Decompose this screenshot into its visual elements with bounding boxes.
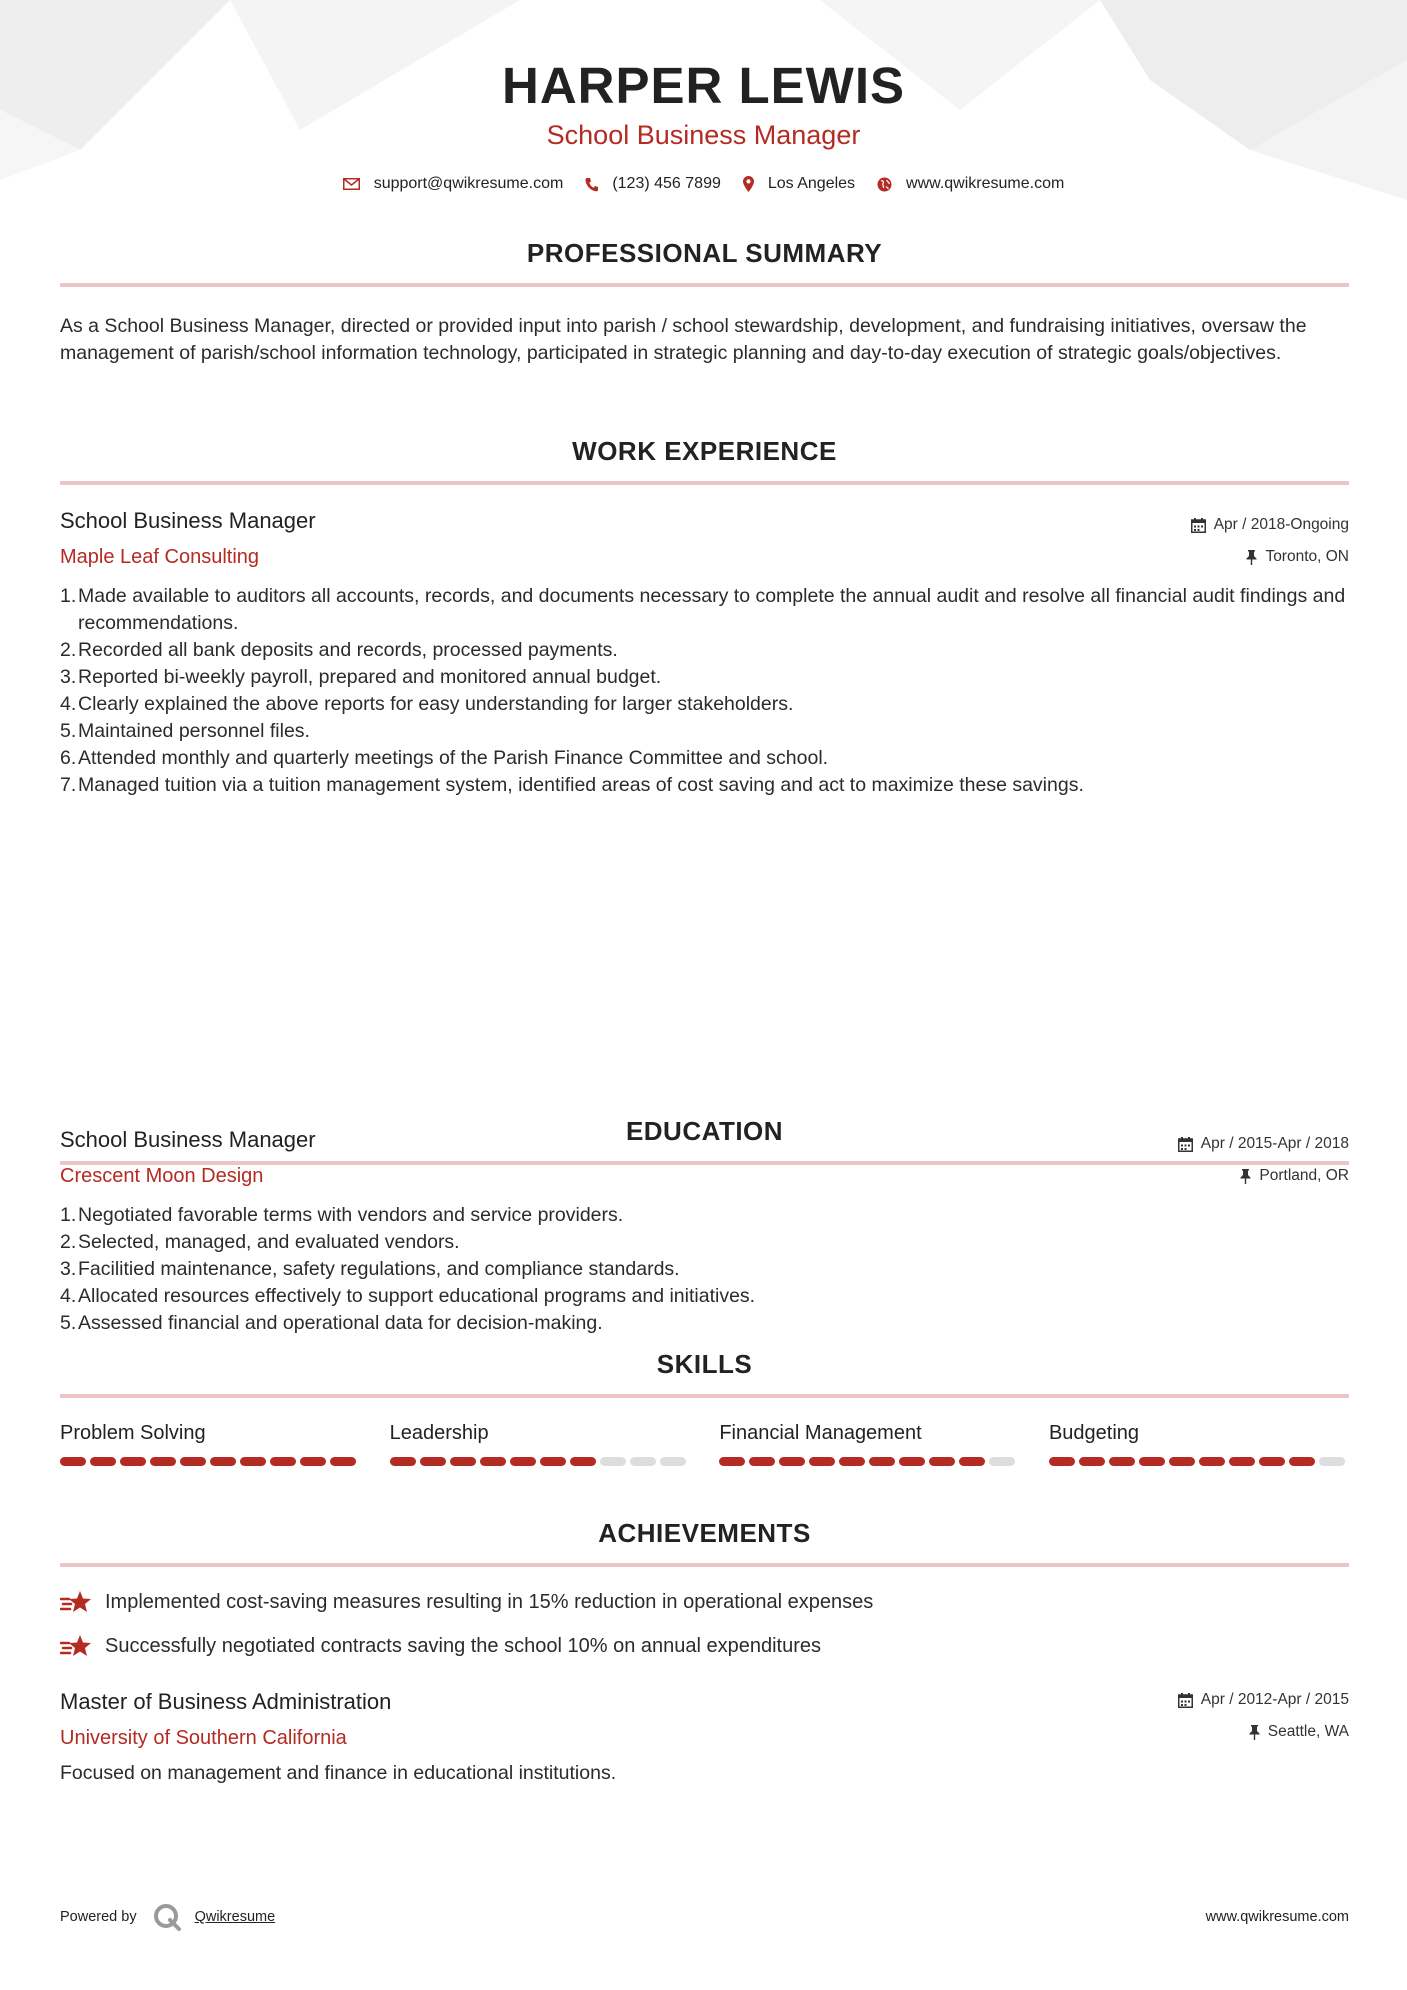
skill-item: [719, 1422, 1019, 1466]
summary-section: [60, 238, 1349, 367]
skill-level-bar: [719, 1457, 1019, 1466]
achievements-list: [60, 1589, 1349, 1659]
skill-segment-filled: [929, 1457, 955, 1466]
list-item: [60, 745, 1349, 772]
list-item: [60, 772, 1349, 799]
bullet-text: Allocated resources effectively to support educational programs and initiatives.: [78, 1285, 756, 1307]
location-text: Los Angeles: [767, 175, 856, 193]
bullet-number: 6.: [60, 747, 77, 769]
bullet-number: 3.: [60, 1258, 77, 1280]
skill-segment-empty: [630, 1457, 656, 1466]
skill-segment-empty: [660, 1457, 686, 1466]
shooting-star-icon: [60, 1589, 93, 1615]
job-role: School Business Manager: [60, 1127, 316, 1152]
skill-segment-filled: [180, 1457, 206, 1466]
skill-segment-filled: [570, 1457, 596, 1466]
bullet-text: Attended monthly and quarterly meetings of the Parish Finance Committee and school.: [78, 747, 829, 769]
education-location-text: Seattle, WA: [1267, 1723, 1349, 1740]
footer-website[interactable]: www.qwikresume.com: [1205, 1909, 1349, 1925]
bullet-number: 7.: [60, 774, 77, 796]
education-school: University of Southern California: [60, 1727, 347, 1749]
job-location-text: Portland, OR: [1259, 1167, 1349, 1184]
job-company: Crescent Moon Design: [60, 1165, 264, 1187]
education-section: [60, 1116, 1349, 1165]
contact-bar: [0, 175, 1407, 193]
brand-link[interactable]: Qwikresume: [194, 1909, 276, 1925]
list-item: [60, 1589, 1349, 1615]
skill-segment-filled: [899, 1457, 925, 1466]
phone-icon: [585, 177, 598, 192]
skill-segment-filled: [270, 1457, 296, 1466]
bullet-text: Reported bi-weekly payroll, prepared and monitored annual budget.: [78, 666, 662, 688]
phone-text: (123) 456 7899: [612, 175, 721, 193]
skill-item: [1049, 1422, 1349, 1466]
job-location-text: Toronto, ON: [1265, 548, 1349, 565]
bullet-number: 4.: [60, 693, 77, 715]
list-item: [60, 1310, 1349, 1337]
section-divider: [60, 1563, 1349, 1567]
bullet-number: 2.: [60, 639, 77, 661]
education-description: Focused on management and finance in educational institutions.: [60, 1762, 617, 1784]
achievement-text: Successfully negotiated contracts saving the school 10% on annual expenditures: [105, 1634, 822, 1657]
email-text: support@qwikresume.com: [373, 175, 564, 193]
bullet-text: Negotiated favorable terms with vendors and service providers.: [78, 1204, 624, 1226]
list-item: [60, 664, 1349, 691]
skill-segment-filled: [240, 1457, 266, 1466]
bullet-text: Assessed financial and operational data for decision-making.: [78, 1312, 603, 1334]
bullet-number: 2.: [60, 1231, 77, 1253]
job-company: Maple Leaf Consulting: [60, 546, 260, 568]
bullet-number: 5.: [60, 1312, 77, 1334]
calendar-icon: [1191, 518, 1206, 533]
skill-level-bar: [390, 1457, 690, 1466]
skill-segment-filled: [480, 1457, 506, 1466]
list-item: [60, 691, 1349, 718]
skill-name: Problem Solving: [60, 1422, 206, 1444]
skill-segment-filled: [420, 1457, 446, 1466]
bullet-number: 1.: [60, 1204, 77, 1226]
bullet-number: 4.: [60, 1285, 77, 1307]
skill-segment-filled: [779, 1457, 805, 1466]
job-bullet-list: [60, 583, 1349, 799]
resume-header: [0, 58, 1407, 193]
skill-segment-filled: [450, 1457, 476, 1466]
skills-row: [60, 1422, 1349, 1466]
achievement-text: Implemented cost-saving measures resulting in 15% reduction in operational expenses: [105, 1590, 874, 1613]
job-location: [1178, 1167, 1349, 1185]
bullet-text: Clearly explained the above reports for easy understanding for larger stakeholders.: [78, 693, 794, 715]
bullet-text: Recorded all bank deposits and records, processed payments.: [78, 639, 618, 661]
skills-section: [60, 1349, 1349, 1466]
skill-segment-filled: [959, 1457, 985, 1466]
bullet-text: Maintained personnel files.: [78, 720, 310, 742]
bullet-number: 1.: [60, 585, 77, 607]
bullet-text: Facilitied maintenance, safety regulations, and compliance standards.: [78, 1258, 680, 1280]
skill-segment-empty: [600, 1457, 626, 1466]
section-divider: [60, 481, 1349, 485]
bullet-number: 3.: [60, 666, 77, 688]
job-role: School Business Manager: [60, 508, 316, 533]
skill-segment-filled: [510, 1457, 536, 1466]
skill-segment-filled: [1139, 1457, 1165, 1466]
skill-name: Leadership: [389, 1422, 489, 1444]
skill-segment-filled: [749, 1457, 775, 1466]
experience-heading: WORK EXPERIENCE: [572, 436, 837, 466]
education-entry: [60, 1689, 1349, 1785]
section-divider: [60, 1161, 1349, 1165]
achievements-heading: ACHIEVEMENTS: [598, 1518, 811, 1548]
skill-segment-empty: [1319, 1457, 1345, 1466]
bullet-text: Managed tuition via a tuition management system, identified areas of cost saving and act to maximize these savings.: [78, 774, 1084, 796]
skills-heading: SKILLS: [656, 1349, 753, 1379]
bullet-text: Selected, managed, and evaluated vendors.: [78, 1231, 460, 1253]
skill-segment-filled: [1049, 1457, 1075, 1466]
skill-segment-filled: [390, 1457, 416, 1466]
website-text: www.qwikresume.com: [906, 175, 1065, 193]
education-dates-text: Apr / 2012-Apr / 2015: [1200, 1691, 1349, 1708]
section-divider: [60, 283, 1349, 287]
skill-segment-filled: [60, 1457, 86, 1466]
list-item: [60, 583, 1349, 637]
map-marker-icon: [743, 176, 754, 192]
job-location: [1191, 548, 1349, 566]
skill-segment-filled: [719, 1457, 745, 1466]
qwikresume-logo-icon: [153, 1903, 183, 1931]
section-divider: [60, 1394, 1349, 1398]
skill-item: [60, 1422, 360, 1466]
contact-website[interactable]: [877, 175, 1064, 193]
job-dates: [1191, 516, 1349, 534]
contact-location: [743, 175, 855, 193]
skill-segment-filled: [839, 1457, 865, 1466]
skill-segment-filled: [120, 1457, 146, 1466]
job-entry: [60, 508, 1349, 799]
skill-segment-filled: [1229, 1457, 1255, 1466]
skill-segment-filled: [869, 1457, 895, 1466]
skill-segment-filled: [1289, 1457, 1315, 1466]
education-degree: Master of Business Administration: [60, 1689, 392, 1714]
candidate-name: HARPER LEWIS: [501, 57, 906, 114]
powered-by-label: Powered by: [60, 1909, 137, 1925]
summary-text: As a School Business Manager, directed or provided input into parish / school stewardship, development, and fundraising initiatives, oversaw the management of parish/school information technology, participated in strategic planning and day-to-day execution of strategic goals/objectives.: [60, 315, 1307, 364]
shooting-star-icon: [60, 1633, 93, 1659]
skill-segment-filled: [300, 1457, 326, 1466]
calendar-icon: [1178, 1693, 1193, 1708]
contact-phone[interactable]: [585, 175, 721, 193]
page-footer: [60, 1903, 1349, 1931]
skill-segment-filled: [1079, 1457, 1105, 1466]
list-item: [60, 1256, 1349, 1283]
education-dates: [1178, 1691, 1349, 1709]
bullet-text: Made available to auditors all accounts, records, and documents necessary to complete the annual audit and resolve all financial audit findings and recommendations.: [78, 585, 1346, 634]
achievements-section: [60, 1518, 1349, 1659]
skill-level-bar: [60, 1457, 360, 1466]
envelope-icon: [343, 178, 360, 190]
skill-level-bar: [1049, 1457, 1349, 1466]
experience-section: [60, 436, 1349, 485]
list-item: [60, 637, 1349, 664]
education-location: [1178, 1723, 1349, 1741]
skill-item: [390, 1422, 690, 1466]
education-heading: EDUCATION: [625, 1116, 784, 1146]
list-item: [60, 1229, 1349, 1256]
skill-segment-filled: [1169, 1457, 1195, 1466]
job-dates-text: Apr / 2018-Ongoing: [1213, 516, 1349, 533]
skill-name: Financial Management: [719, 1422, 922, 1444]
pushpin-icon: [1249, 1725, 1260, 1740]
skill-segment-filled: [90, 1457, 116, 1466]
job-bullet-list: [60, 1202, 1349, 1337]
skill-segment-filled: [1199, 1457, 1225, 1466]
skill-segment-filled: [540, 1457, 566, 1466]
bullet-number: 5.: [60, 720, 77, 742]
skill-segment-filled: [210, 1457, 236, 1466]
pushpin-icon: [1246, 550, 1257, 565]
globe-icon: [877, 177, 892, 192]
job-dates-text: Apr / 2015-Apr / 2018: [1200, 1135, 1349, 1152]
list-item: [60, 1283, 1349, 1310]
candidate-title: School Business Manager: [546, 120, 861, 151]
skill-segment-filled: [809, 1457, 835, 1466]
list-item: [60, 718, 1349, 745]
powered-by: [60, 1903, 275, 1931]
summary-heading: PROFESSIONAL SUMMARY: [526, 238, 883, 268]
skill-segment-filled: [150, 1457, 176, 1466]
list-item: [60, 1202, 1349, 1229]
skill-segment-filled: [1259, 1457, 1285, 1466]
list-item: [60, 1633, 1349, 1659]
skill-name: Budgeting: [1048, 1422, 1140, 1444]
skill-segment-filled: [330, 1457, 356, 1466]
pushpin-icon: [1240, 1169, 1251, 1184]
skill-segment-empty: [989, 1457, 1015, 1466]
skill-segment-filled: [1109, 1457, 1135, 1466]
contact-email[interactable]: [343, 175, 564, 193]
